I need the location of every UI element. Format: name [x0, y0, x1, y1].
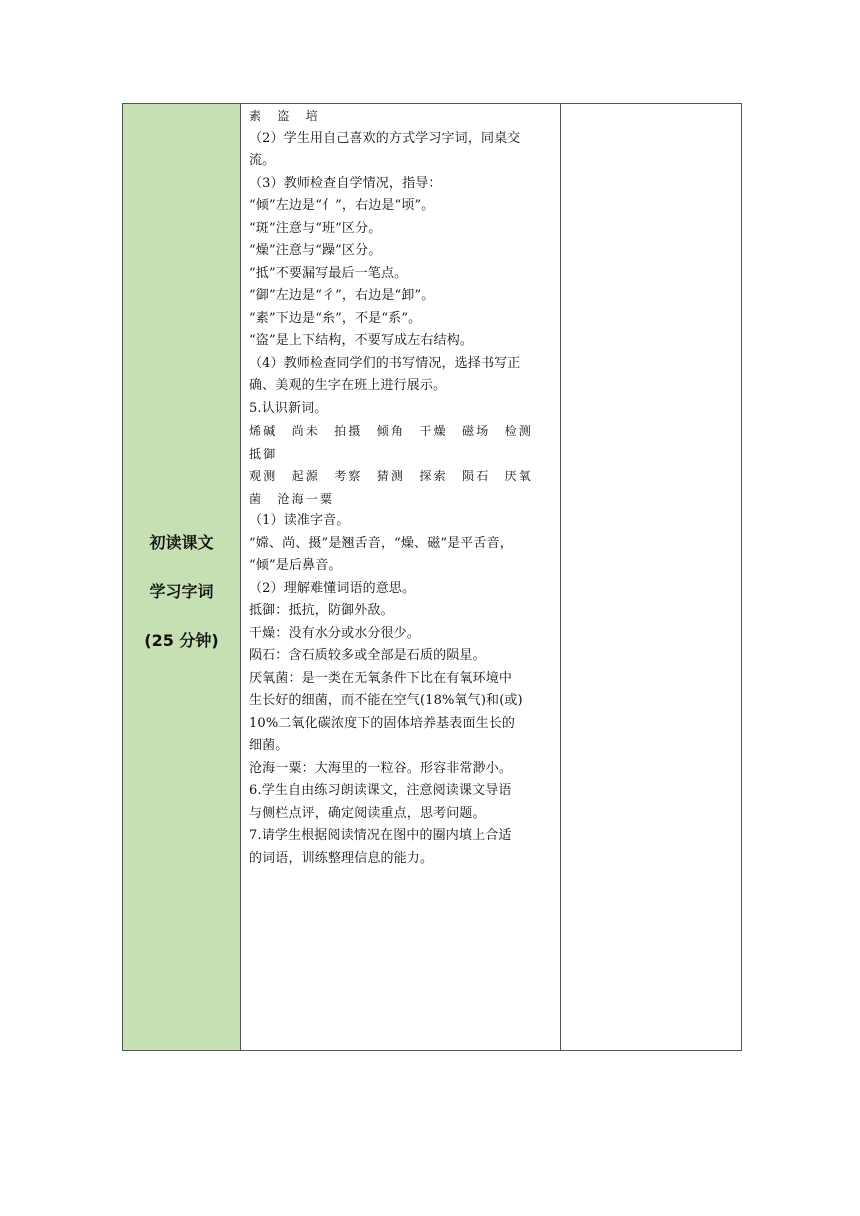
content-line: 烯碱 尚未 拍摄 倾角 干燥 磁场 检测: [249, 424, 534, 438]
content-line: 观测 起源 考察 猜测 探索 陨石 厌氧: [249, 469, 534, 483]
content-line: “嫦、尚、摄”是翘舌音，“燥、磁”是平舌音，: [249, 535, 513, 551]
content-line: （2）学生用自己喜欢的方式学习字词，同桌交: [249, 130, 521, 146]
content-line: “斑”注意与“班”区分。: [249, 220, 382, 236]
content-line: 细菌。: [249, 738, 289, 753]
content-line: （3）教师检查自学情况，指导：: [249, 175, 442, 191]
notes-cell: [561, 104, 741, 1050]
stage-subtitle: 学习字词: [149, 581, 214, 601]
content-line: 的词语，训练整理信息的能力。: [249, 850, 434, 866]
content-line: （1）读准字音。: [249, 513, 350, 528]
content-line: “倾”是后鼻音。: [249, 558, 342, 573]
stage-duration: (25 分钟): [144, 630, 219, 650]
content-line: 菌 沧海一粟: [249, 491, 335, 506]
stage-cell: [123, 104, 241, 1050]
content-line: 厌氧菌：是一类在无氧条件下比在有氧环境中: [249, 670, 513, 686]
content-line: 流。: [249, 153, 276, 168]
content-line: “盗”是上下结构，不要写成左右结构。: [249, 333, 473, 348]
content-line: （2）理解难懂词语的意思。: [249, 580, 416, 596]
content-line: “御”左边是“彳”，右边是“卸”。: [249, 288, 435, 303]
content-line: “抵”不要漏写最后一笔点。: [249, 265, 408, 281]
content-line: 确、美观的生字在班上进行展示。: [249, 378, 447, 393]
content-line: 与侧栏点评，确定阅读重点，思考问题。: [249, 805, 486, 821]
content-line: 5.认识新词。: [249, 400, 328, 416]
content-line: 抵御: [249, 446, 278, 461]
content-line: 6.学生自由练习朗读课文，注意阅读课文导语: [249, 783, 512, 798]
content-line: 7.请学生根据阅读情况在图中的圈内填上合适: [249, 828, 512, 843]
content-line: 生长好的细菌，而不能在空气(18%氧气)和(或): [249, 693, 523, 708]
content-line: 素 盗 培: [249, 109, 321, 123]
content-line: 沧海一粟：大海里的一粒谷。形容非常渺小。: [249, 760, 513, 776]
content-line: 抵御：抵抗，防御外敌。: [249, 603, 394, 618]
lesson-plan-table: [122, 103, 742, 1051]
stage-title: 初读课文: [149, 532, 214, 552]
content-cell: [241, 104, 561, 1050]
content-line: 10%二氧化碳浓度下的固体培养基表面生长的: [249, 715, 516, 731]
content-line: “素”下边是“糸”，不是“系”。: [249, 310, 422, 326]
content-line: “倾”左边是“亻”，右边是“顷”。: [249, 198, 435, 213]
content-line: 陨石：含石质较多或全部是石质的陨星。: [249, 648, 486, 663]
content-line: 干燥：没有水分或水分很少。: [249, 625, 420, 641]
content-line: （4）教师检查同学们的书写情况，选择书写正: [249, 355, 521, 371]
content-line: “燥”注意与“躁”区分。: [249, 243, 382, 258]
